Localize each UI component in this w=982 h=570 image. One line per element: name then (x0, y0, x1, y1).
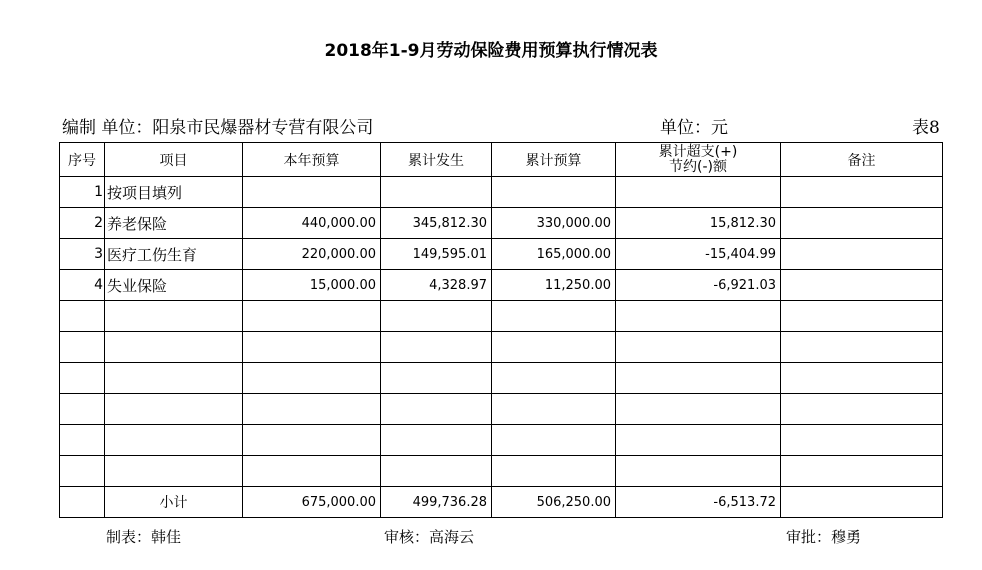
cell-cumulative-actual (381, 177, 492, 208)
cell-cumulative-budget: 165,000.00 (492, 239, 616, 270)
cell-remark (781, 208, 943, 239)
cell-cumulative-budget: 330,000.00 (492, 208, 616, 239)
cell-cumulative-budget (492, 425, 616, 456)
organization-label: 编制 单位：阳泉市民爆器材专营有限公司 (62, 118, 374, 138)
cell-annual-budget: 15,000.00 (243, 270, 381, 301)
report-title: 2018年1-9月劳动保险费用预算执行情况表 (324, 41, 658, 61)
cell-cumulative-actual (381, 425, 492, 456)
budget-execution-table (59, 142, 943, 518)
cell-cumulative-actual (381, 332, 492, 363)
cell-remark (781, 270, 943, 301)
cell-seq (60, 363, 105, 394)
cell-item (105, 301, 243, 332)
header-cumulative-budget: 累计预算 (492, 143, 616, 177)
cell-over-save: -6,921.03 (616, 270, 781, 301)
cell-seq (60, 456, 105, 487)
subtotal-cumulative-actual: 499,736.28 (381, 487, 492, 518)
table-row (60, 394, 943, 425)
cell-over-save (616, 394, 781, 425)
header-annual-budget: 本年预算 (243, 143, 381, 177)
cell-over-save (616, 177, 781, 208)
cell-over-save (616, 425, 781, 456)
cell-over-save: 15,812.30 (616, 208, 781, 239)
header-over-line2: 节约(-)额 (669, 158, 727, 175)
cell-seq: 1 (60, 177, 105, 208)
cell-seq (60, 301, 105, 332)
prepared-by: 制表：韩佳 (106, 528, 182, 546)
table-row (60, 301, 943, 332)
cell-seq: 3 (60, 239, 105, 270)
cell-cumulative-actual (381, 394, 492, 425)
cell-annual-budget (243, 332, 381, 363)
cell-annual-budget (243, 363, 381, 394)
cell-over-save (616, 332, 781, 363)
header-cumulative-actual: 累计发生 (381, 143, 492, 177)
cell-annual-budget (243, 425, 381, 456)
cell-cumulative-actual: 4,328.97 (381, 270, 492, 301)
header-seq: 序号 (60, 143, 105, 177)
cell-over-save (616, 363, 781, 394)
cell-item: 按项目填列 (105, 177, 243, 208)
header-over-line1: 累计超支(+) (658, 143, 738, 160)
cell-annual-budget (243, 456, 381, 487)
cell-remark (781, 394, 943, 425)
table-row (60, 425, 943, 456)
cell-remark (781, 177, 943, 208)
subtotal-label: 小计 (105, 487, 243, 518)
subtotal-annual-budget: 675,000.00 (243, 487, 381, 518)
subtotal-cumulative-budget: 506,250.00 (492, 487, 616, 518)
reviewed-by: 审核：高海云 (384, 528, 475, 546)
table-row (60, 363, 943, 394)
cell-cumulative-actual: 345,812.30 (381, 208, 492, 239)
table-row (60, 208, 943, 239)
subtotal-row (60, 487, 943, 518)
cell-seq: 2 (60, 208, 105, 239)
table-row (60, 239, 943, 270)
cell-remark (781, 332, 943, 363)
table-row (60, 177, 943, 208)
cell-annual-budget (243, 177, 381, 208)
table-header-row (60, 143, 943, 177)
cell-item (105, 456, 243, 487)
header-item: 项目 (105, 143, 243, 177)
cell-annual-budget (243, 301, 381, 332)
table-row (60, 332, 943, 363)
cell-cumulative-budget (492, 363, 616, 394)
cell-annual-budget (243, 394, 381, 425)
approved-by: 审批：穆勇 (786, 528, 862, 546)
cell-annual-budget: 440,000.00 (243, 208, 381, 239)
cell-item: 失业保险 (105, 270, 243, 301)
subtotal-remark (781, 487, 943, 518)
cell-cumulative-budget (492, 456, 616, 487)
cell-cumulative-budget (492, 177, 616, 208)
cell-cumulative-actual (381, 301, 492, 332)
cell-cumulative-actual (381, 456, 492, 487)
cell-annual-budget: 220,000.00 (243, 239, 381, 270)
cell-cumulative-budget (492, 332, 616, 363)
cell-seq (60, 332, 105, 363)
currency-unit-label: 单位：元 (660, 118, 728, 138)
header-remark: 备注 (781, 143, 943, 177)
cell-item: 养老保险 (105, 208, 243, 239)
cell-over-save (616, 456, 781, 487)
table-number-label: 表8 (912, 118, 940, 138)
cell-seq: 4 (60, 270, 105, 301)
cell-cumulative-budget (492, 394, 616, 425)
table-row (60, 456, 943, 487)
cell-item (105, 394, 243, 425)
cell-cumulative-actual (381, 363, 492, 394)
cell-cumulative-actual: 149,595.01 (381, 239, 492, 270)
cell-item (105, 332, 243, 363)
subtotal-seq (60, 487, 105, 518)
cell-item (105, 425, 243, 456)
cell-item (105, 363, 243, 394)
cell-remark (781, 301, 943, 332)
cell-over-save (616, 301, 781, 332)
cell-item: 医疗工伤生育 (105, 239, 243, 270)
cell-cumulative-budget: 11,250.00 (492, 270, 616, 301)
cell-remark (781, 425, 943, 456)
cell-cumulative-budget (492, 301, 616, 332)
cell-remark (781, 239, 943, 270)
cell-remark (781, 456, 943, 487)
cell-over-save: -15,404.99 (616, 239, 781, 270)
cell-seq (60, 425, 105, 456)
cell-remark (781, 363, 943, 394)
subtotal-over-save: -6,513.72 (616, 487, 781, 518)
cell-seq (60, 394, 105, 425)
header-over-save (616, 143, 781, 177)
table-row (60, 270, 943, 301)
